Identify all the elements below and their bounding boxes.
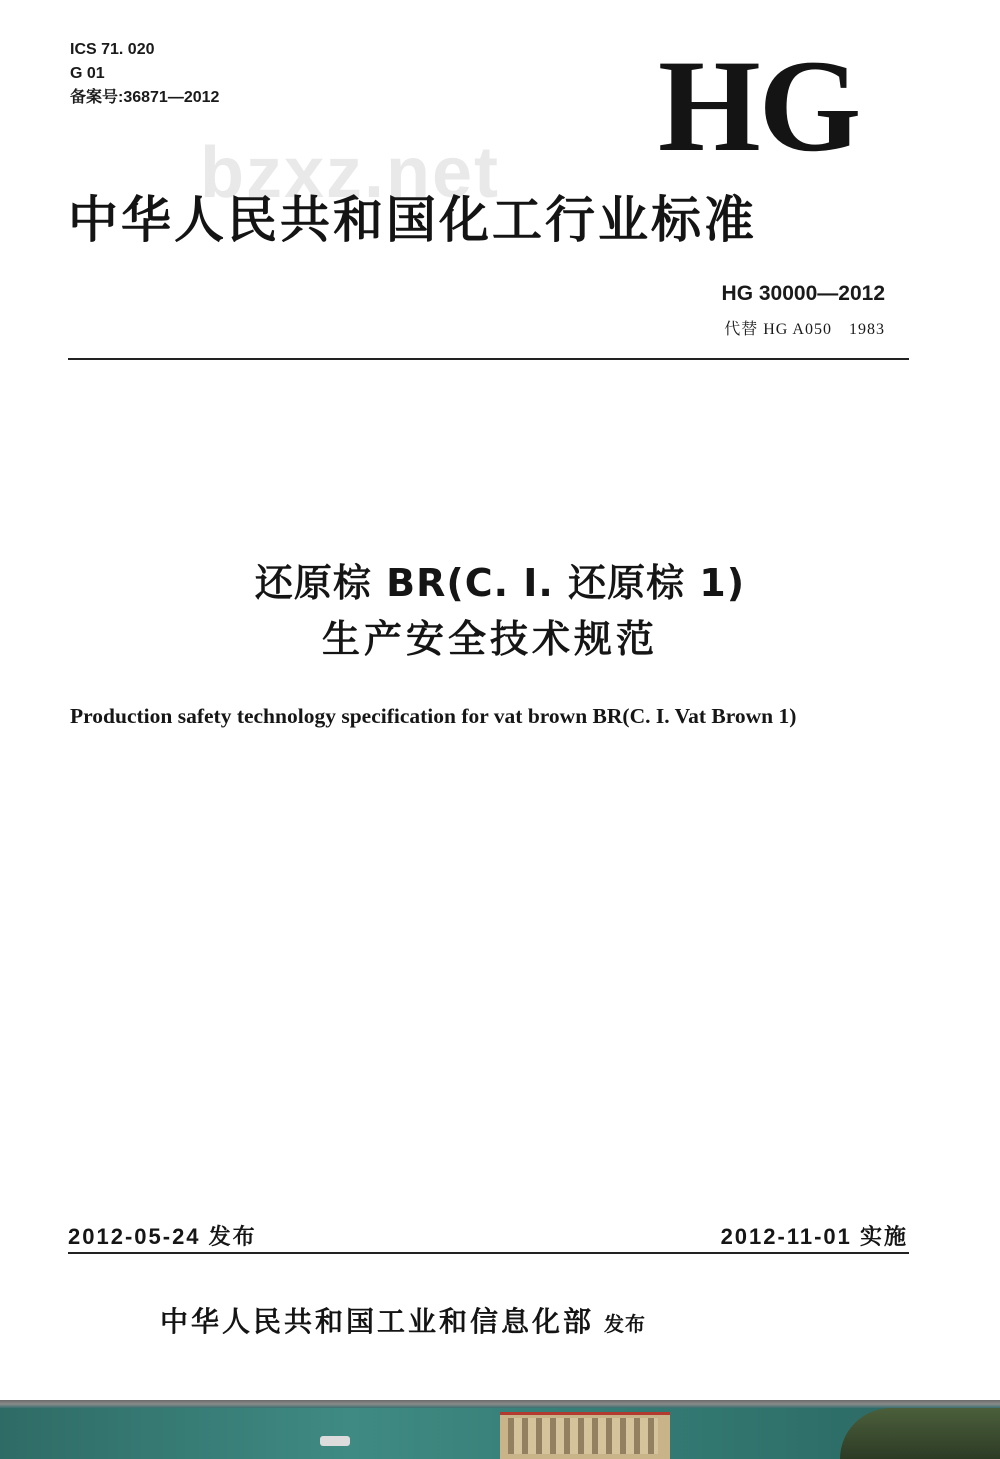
top-divider	[68, 358, 909, 360]
issuing-authority	[160, 1300, 646, 1340]
record-number: 备案号:36871—2012	[70, 89, 220, 106]
english-title: Production safety technology specification for vat brown BR(C. I. Vat Brown 1)	[70, 704, 797, 728]
watermark: bzxz.net	[200, 133, 501, 213]
bottom-divider	[68, 1252, 909, 1254]
document-title-line-2: 生产安全技术规范	[321, 617, 658, 661]
issuer-name: 中华人民共和国工业和信息化部	[160, 1305, 595, 1338]
ccs-code: G 01	[70, 65, 105, 82]
standard-number: HG 30000—2012	[721, 282, 885, 305]
hg-logo: HG	[658, 32, 860, 179]
boat	[320, 1436, 350, 1446]
next-page-photo-strip	[0, 1400, 1000, 1459]
implementation-date: 2012-11-01 实施	[720, 1224, 908, 1249]
classification-block	[70, 38, 219, 110]
document-title-line-1: 还原棕 BR(C. I. 还原棕 1)	[254, 561, 746, 605]
replaces-standard: 代替 HG A050 1983	[724, 321, 885, 338]
ics-code: ICS 71. 020	[70, 41, 155, 58]
issue-date: 2012-05-24 发布	[68, 1224, 257, 1249]
hillside	[840, 1408, 1000, 1459]
dock-structure	[508, 1418, 658, 1454]
standard-category-title: 中华人民共和国化工行业标准	[68, 191, 757, 249]
issuer-suffix: 发布	[604, 1312, 647, 1336]
